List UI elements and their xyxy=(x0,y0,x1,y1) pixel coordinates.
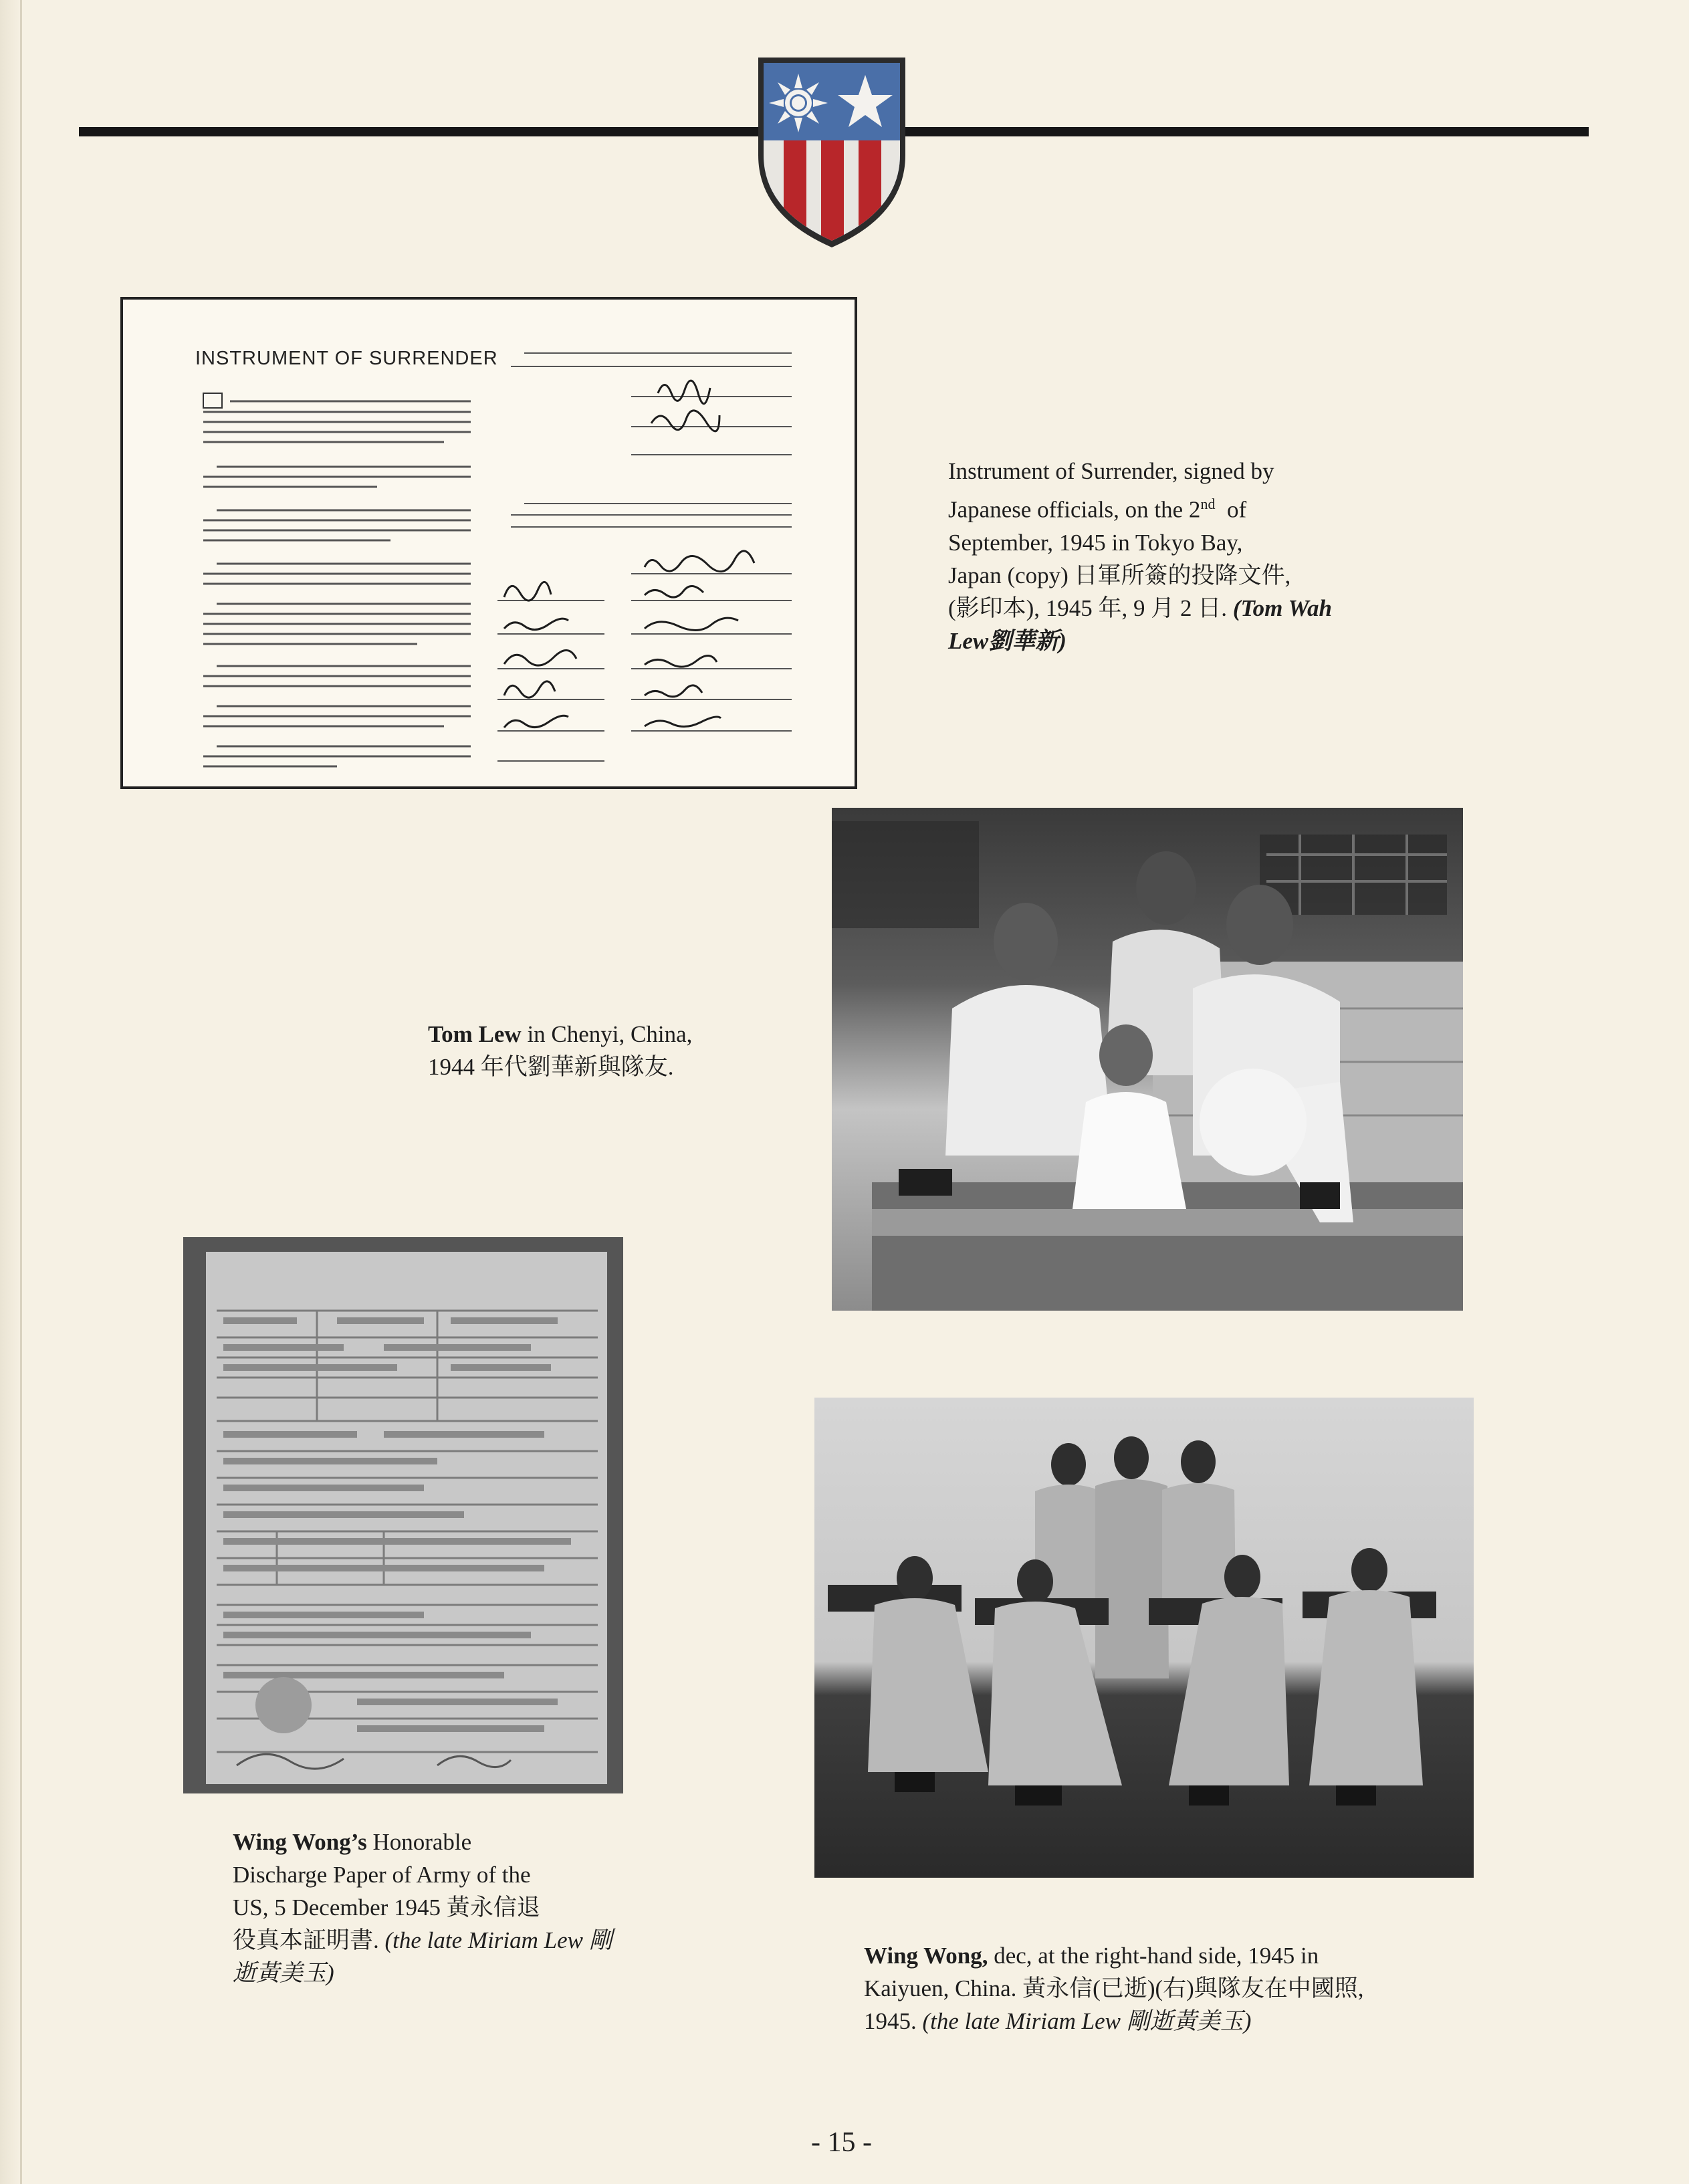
caption-text: 1945. xyxy=(864,2008,917,2034)
binding-edge xyxy=(0,0,23,2184)
caption-text: of xyxy=(1215,496,1247,523)
caption-line: Instrument of Surrender, signed by xyxy=(948,458,1274,484)
caption-surrender xyxy=(948,455,1376,657)
caption-text: Japanese officials, on the 2 xyxy=(948,496,1201,523)
caption-line xyxy=(948,592,1376,657)
caption-line xyxy=(864,2005,1492,2038)
caption-name: Wing Wong, xyxy=(864,1943,988,1969)
surrender-document xyxy=(120,297,857,789)
cbi-sun-star-shield-icon xyxy=(754,55,909,250)
discharge-paper-scan xyxy=(183,1237,623,1793)
caption-text: dec, at the right-hand side, 1945 in xyxy=(988,1943,1319,1969)
caption-line: US, 5 December 1945 黃永信退 xyxy=(233,1894,540,1921)
group-photo-wing-wong xyxy=(814,1398,1474,1878)
caption-line xyxy=(428,1018,842,1051)
caption-line xyxy=(948,487,1376,526)
caption-text: Honorable xyxy=(366,1829,472,1855)
caption-credit: (the late Miriam Lew 剛逝黃美玉) xyxy=(233,1927,612,1986)
caption-line: Japan (copy) 日軍所簽的投降文件, xyxy=(948,562,1291,588)
caption-wing-wong xyxy=(864,1939,1492,2038)
caption-line xyxy=(864,1939,1492,1972)
caption-text: 役真本証明書. xyxy=(233,1927,379,1953)
caption-line xyxy=(233,1826,634,1858)
caption-line: 1944 年代劉華新與隊友. xyxy=(428,1054,674,1080)
caption-name: Wing Wong’s xyxy=(233,1829,367,1855)
caption-tom-lew xyxy=(428,1018,842,1083)
caption-line: Discharge Paper of Army of the xyxy=(233,1862,531,1888)
caption-line: Kaiyuen, China. 黃永信(已逝)(右)與隊友在中國照, xyxy=(864,1975,1364,2001)
caption-text: (影印本), 1945 年, 9 月 2 日. xyxy=(948,594,1228,621)
document-title: INSTRUMENT OF SURRENDER xyxy=(195,348,498,369)
caption-superscript: nd xyxy=(1200,496,1216,512)
caption-text: in Chenyi, China, xyxy=(521,1021,693,1047)
caption-line: September, 1945 in Tokyo Bay, xyxy=(948,529,1243,556)
page-number: - 15 - xyxy=(811,2127,872,2158)
caption-name: Tom Lew xyxy=(428,1021,522,1047)
group-photo-tom-lew xyxy=(832,808,1463,1311)
caption-discharge xyxy=(233,1826,634,1989)
caption-line xyxy=(233,1924,634,1989)
binding-line xyxy=(20,0,22,2184)
caption-credit: (the late Miriam Lew 剛逝黃美玉) xyxy=(922,2008,1252,2034)
document-text-lines xyxy=(123,300,855,786)
caption-credit: (Tom Wah Lew劉華新) xyxy=(948,594,1332,654)
